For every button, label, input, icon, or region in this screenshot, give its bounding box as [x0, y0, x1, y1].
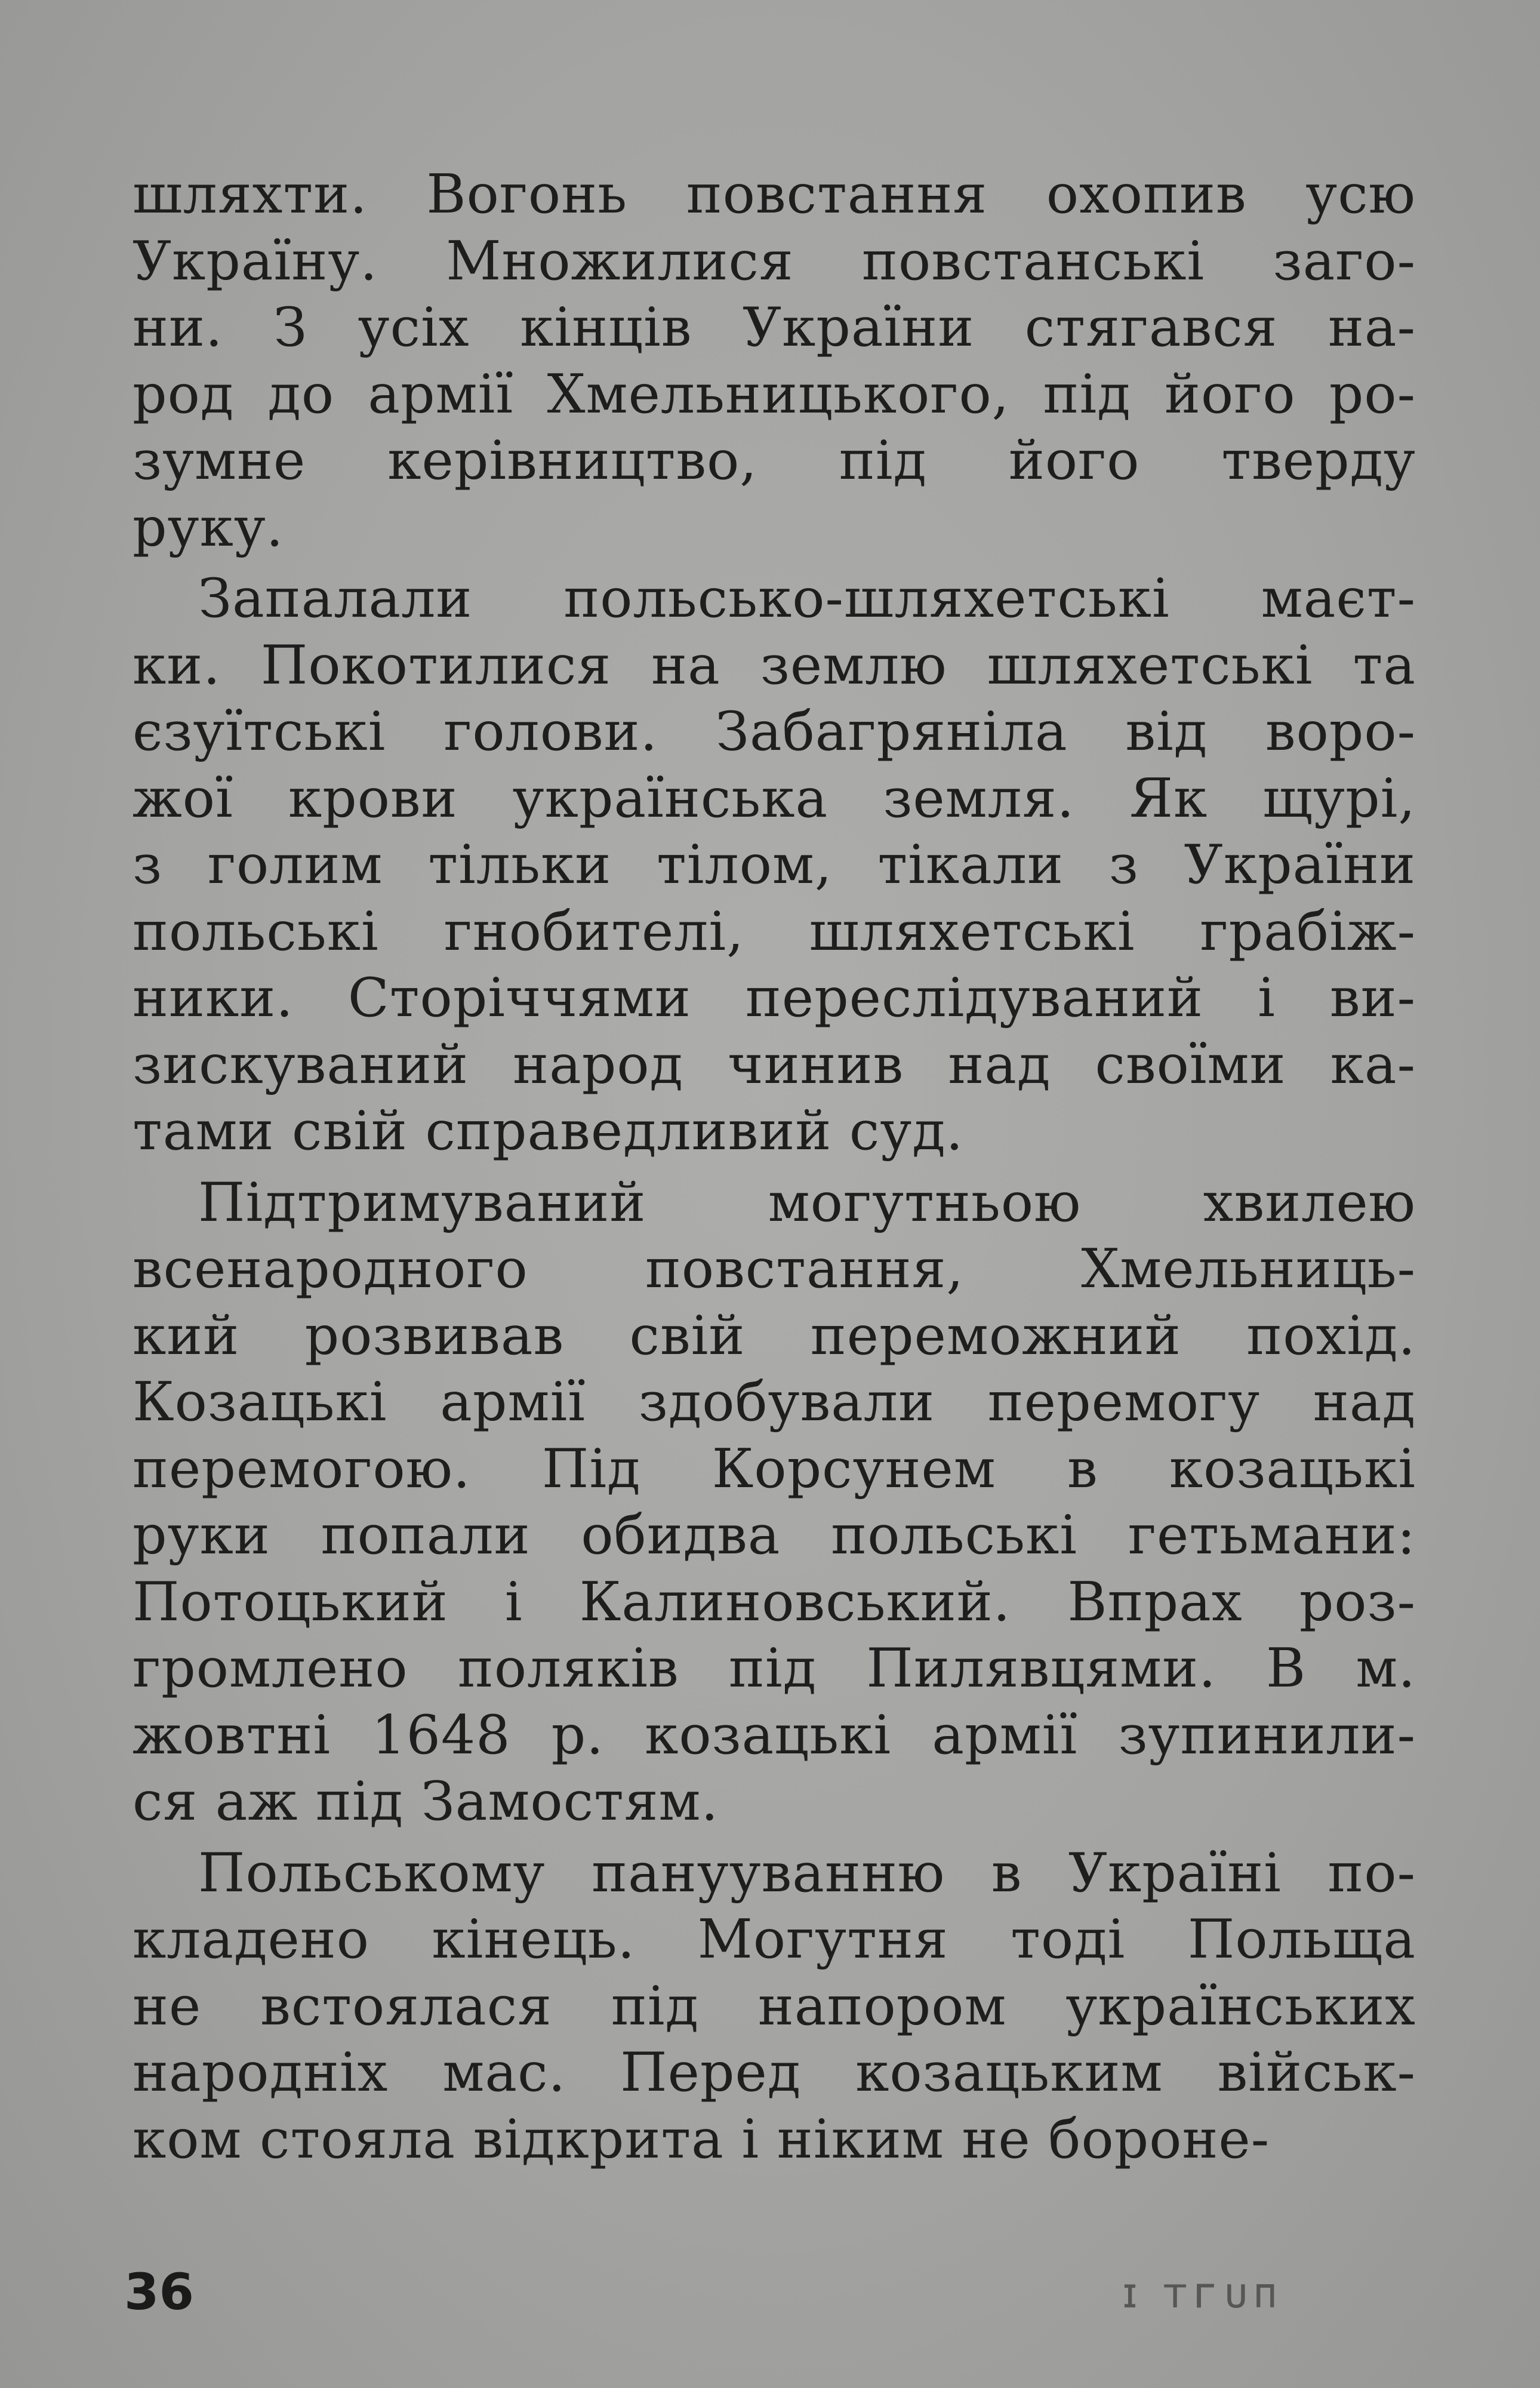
paragraph	[133, 1840, 1416, 2173]
text-line: зумне керівництво, під його тверду	[133, 429, 1416, 492]
text-line: кий розвивав свій переможний похід.	[133, 1304, 1416, 1367]
paragraph	[133, 1170, 1416, 1835]
text-line: ся аж під Замостям.	[133, 1770, 719, 1833]
footer-print-mark: ɪ ᴛᴦᴜᴨ	[1122, 2269, 1283, 2318]
text-line: тами свій справедливий суд.	[133, 1100, 964, 1162]
text-line: Козацькі армії здобували перемогу над	[133, 1371, 1416, 1433]
text-line: шляхти. Вогонь повстання охопив усю	[133, 163, 1416, 226]
text-line: руки попали обидва польські гетьмани:	[133, 1504, 1416, 1567]
text-line: Потоцький і Калиновський. Впрах роз-	[133, 1570, 1416, 1633]
text-line: жовтні 1648 р. козацькі армії зупинили-	[133, 1703, 1416, 1767]
text-line: єзуїтські голови. Забагряніла від воро-	[133, 700, 1416, 763]
text-line: Підтримуваний могутньою хвилею	[198, 1171, 1416, 1234]
text-line: польські гнобителі, шляхетські грабіж-	[133, 900, 1416, 963]
text-line: з голим тільки тілом, тікали з України	[133, 833, 1416, 896]
text-line: Запалали польсько-шляхетські маєт-	[198, 567, 1416, 630]
text-line: громлено поляків під Пилявцями. В м.	[133, 1637, 1416, 1700]
text-line: род до армії Хмельницького, під його ро-	[133, 362, 1416, 426]
text-line: ни. З усіх кінців України стягався на-	[133, 296, 1416, 359]
body-text	[133, 161, 1416, 2177]
text-line: всенародного повстання, Хмельниць-	[133, 1238, 1416, 1300]
text-line: перемогою. Під Корсунем в козацькі	[133, 1437, 1416, 1500]
page-number: 36	[124, 2263, 194, 2321]
text-line: не встоялася під напором українських	[133, 1974, 1416, 2038]
text-line: кладено кінець. Могутня тоді Польща	[133, 1908, 1416, 1971]
text-line: ки. Покотилися на землю шляхетські та	[133, 633, 1416, 697]
text-line: жої крови українська земля. Як щурі,	[133, 767, 1416, 830]
paragraph	[133, 565, 1416, 1165]
text-line: ники. Сторіччями переслідуваний і ви-	[133, 967, 1416, 1029]
paragraph	[133, 161, 1416, 561]
text-line: руку.	[133, 496, 284, 559]
text-line: Польському панууванню в Україні по-	[198, 1841, 1416, 1904]
text-line: народніх мас. Перед козацьким військ-	[133, 2041, 1416, 2104]
text-line: Україну. Множилися повстанські заго-	[133, 229, 1416, 293]
text-line: ком стояла відкрита і ніким не бороне-	[133, 2107, 1270, 2171]
text-line: зискуваний народ чинив над своїми ка-	[133, 1033, 1416, 1096]
